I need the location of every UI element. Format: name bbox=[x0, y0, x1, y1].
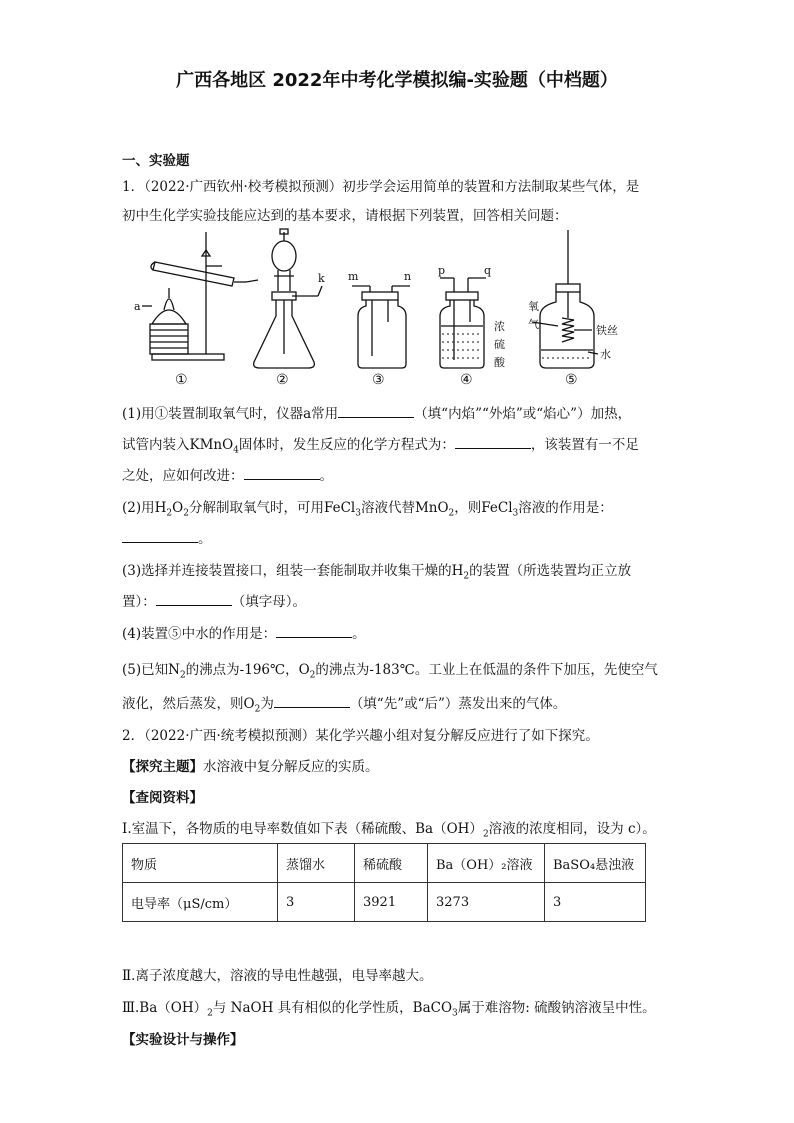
q1-part4 bbox=[122, 622, 366, 642]
answer-blank[interactable] bbox=[156, 593, 232, 606]
apparatus-label-4: ④ bbox=[460, 372, 473, 388]
q1-p2h: 2 bbox=[448, 508, 455, 519]
label-acid-2: 硫 bbox=[494, 338, 505, 351]
table-header: Ba（OH）₂溶液 bbox=[428, 844, 545, 883]
q1-p2k: 溶液的作用是： bbox=[518, 500, 613, 516]
q1-p2a: (2)用H bbox=[122, 500, 167, 516]
q1-p3a: (3)选择并连接装置接口，组装一套能制取并收集干燥的H bbox=[122, 563, 464, 579]
q1-p2g: 溶液代替MnO bbox=[360, 500, 449, 516]
q1-part5-line2 bbox=[122, 692, 566, 715]
q1-p1a: (1)用①装置制取氧气时，仪器a常用 bbox=[122, 406, 339, 422]
label-iron-wire: 铁丝 bbox=[596, 324, 618, 337]
table-cell: 3273 bbox=[428, 883, 545, 922]
q2-info-iii bbox=[122, 996, 656, 1019]
q1-part2-line2 bbox=[122, 527, 212, 547]
label-oxygen-1: 氧 bbox=[528, 300, 539, 313]
q1-p5g: 2 bbox=[254, 704, 261, 715]
q2-iii-e: 属于难溶物: 硫酸钠溶液呈中性。 bbox=[457, 1000, 656, 1016]
answer-blank[interactable] bbox=[122, 530, 198, 543]
apparatus-label-2: ② bbox=[276, 372, 289, 388]
answer-blank[interactable] bbox=[244, 467, 320, 480]
q1-p2e: 分解制取氧气时，可用FeCl bbox=[188, 500, 356, 516]
q1-p5i: （填“先”或“后”）蒸发出来的气体。 bbox=[349, 696, 567, 712]
q1-stem-line2: 初中生化学实验技能应达到的基本要求，请根据下列装置，回答相关问题： bbox=[122, 208, 568, 224]
q2-i-a: I.室温下，各物质的电导率数值如下表（稀硫酸、Ba（OH） bbox=[122, 821, 483, 837]
label-a: a bbox=[134, 300, 141, 313]
answer-blank[interactable] bbox=[274, 695, 350, 708]
q1-part5-line1 bbox=[122, 658, 658, 681]
apparatus-3 bbox=[352, 286, 410, 368]
q1-p5f: 液化，然后蒸发，则O bbox=[122, 696, 255, 712]
q2-i-b: 2 bbox=[482, 829, 489, 840]
q1-p5h: 为 bbox=[260, 696, 274, 712]
q1-p1b: （填“内焰”“外焰”或“焰心”）加热， bbox=[414, 406, 632, 422]
q1-p1d: 4 bbox=[233, 445, 239, 456]
q2-i-c: 溶液的浓度相同，设为 c）。 bbox=[488, 821, 656, 837]
q2-iii-b: 2 bbox=[207, 1008, 213, 1019]
answer-blank[interactable] bbox=[455, 436, 531, 449]
apparatus-5 bbox=[532, 230, 598, 368]
label-m: m bbox=[348, 270, 359, 283]
table-cell: 3 bbox=[278, 883, 355, 922]
q1-p4b: 。 bbox=[352, 626, 366, 642]
q1-p5d: 2 bbox=[309, 670, 316, 681]
answer-blank[interactable] bbox=[276, 625, 352, 638]
q1-p4a: (4)装置⑤中水的作用是： bbox=[122, 626, 277, 642]
q1-p3b: 2 bbox=[463, 571, 470, 582]
q2-stem: 2．（2022·广西·统考模拟预测）某化学兴趣小组对复分解反应进行了如下探究。 bbox=[122, 728, 599, 744]
q2-topic-text: 水溶液中复分解反应的实质。 bbox=[203, 759, 379, 775]
label-water: 水 bbox=[600, 348, 611, 361]
q1-p1e: 固体时，发生反应的化学方程式为： bbox=[238, 437, 455, 453]
q1-p1g: 之处，应如何改进： bbox=[122, 468, 244, 484]
table-header: 稀硫酸 bbox=[355, 844, 428, 883]
table-row bbox=[123, 883, 646, 922]
q1-p3c: 的装置（所选装置均正立放 bbox=[469, 563, 632, 579]
q1-part3-line1 bbox=[122, 559, 631, 582]
apparatus-label-3: ③ bbox=[372, 372, 385, 388]
apparatus-4 bbox=[440, 278, 486, 368]
q1-p2i: ，则FeCl bbox=[454, 500, 513, 516]
apparatus-label-5: ⑤ bbox=[565, 372, 578, 388]
q2-info-ii: Ⅱ.离子浓度越大，溶液的导电性越强，电导率越大。 bbox=[122, 968, 433, 984]
q1-p2b: 2 bbox=[166, 508, 173, 519]
q1-p5c: 的沸点为-196℃，O bbox=[185, 662, 310, 678]
table-header: BaSO₄悬浊液 bbox=[545, 844, 646, 883]
label-acid-1: 浓 bbox=[494, 320, 505, 333]
q1-p2f: 3 bbox=[355, 508, 361, 519]
q2-iii-a: Ⅲ.Ba（OH） bbox=[122, 1000, 208, 1016]
label-acid-3: 酸 bbox=[494, 356, 505, 369]
q1-p1h: 。 bbox=[319, 468, 333, 484]
label-oxygen-2: 气 bbox=[528, 318, 539, 331]
q2-topic bbox=[122, 755, 379, 775]
table-header: 物质 bbox=[123, 844, 278, 883]
label-q: q bbox=[484, 264, 492, 277]
conductivity-table bbox=[122, 843, 646, 922]
q1-p2c: O bbox=[172, 500, 184, 516]
q1-p2d: 2 bbox=[183, 508, 189, 519]
table-cell: 3 bbox=[545, 883, 646, 922]
apparatus-1 bbox=[142, 232, 258, 360]
label-p: p bbox=[438, 264, 446, 277]
section-heading: 一、实验题 bbox=[122, 153, 190, 169]
q2-iii-d: 3 bbox=[452, 1008, 458, 1019]
q2-iii-c: 与 NaOH 具有相似的化学性质，BaCO bbox=[212, 1000, 453, 1016]
q1-part1-line3 bbox=[122, 464, 333, 484]
q1-part3-line2 bbox=[122, 590, 306, 610]
label-k: k bbox=[318, 272, 325, 285]
q1-p2j: 3 bbox=[512, 508, 519, 519]
q1-part1-line1 bbox=[122, 402, 631, 422]
q1-p5b: 2 bbox=[179, 670, 186, 681]
q2-design-heading: 【实验设计与操作】 bbox=[122, 1032, 244, 1048]
q1-p1c: 试管内装入KMnO bbox=[122, 437, 234, 453]
q1-p3e: （填字母）。 bbox=[231, 594, 306, 610]
table-header: 蒸馏水 bbox=[278, 844, 355, 883]
apparatus-label-1: ① bbox=[175, 372, 188, 388]
table-cell: 3921 bbox=[355, 883, 428, 922]
table-header-row bbox=[123, 844, 646, 883]
q1-part2-line1 bbox=[122, 496, 613, 519]
label-n: n bbox=[404, 270, 412, 283]
q1-p3d: 置）： bbox=[122, 594, 156, 610]
q1-part1-line2 bbox=[122, 433, 639, 456]
q1-p1f: ，该装置有一不足 bbox=[530, 437, 639, 453]
q1-p2l: 。 bbox=[198, 531, 212, 547]
apparatus-diagram bbox=[122, 226, 642, 396]
q2-reference-heading: 【查阅资料】 bbox=[122, 790, 203, 806]
table-row-label: 电导率（μS/cm） bbox=[123, 883, 278, 922]
page-title: 广西各地区 2022年中考化学模拟编-实验题（中档题） bbox=[176, 70, 618, 91]
answer-blank[interactable] bbox=[338, 405, 414, 418]
q2-info-i bbox=[122, 817, 656, 840]
q1-p5a: (5)已知N bbox=[122, 662, 180, 678]
q1-stem-line1: 1．（2022·广西钦州·校考模拟预测）初步学会运用简单的装置和方法制取某些气体，是 bbox=[122, 179, 640, 195]
q2-topic-tag: 【探究主题】 bbox=[122, 759, 203, 775]
apparatus-2 bbox=[254, 229, 322, 368]
q1-p5e: 的沸点为-183℃。工业上在低温的条件下加压，先使空气 bbox=[315, 662, 658, 678]
